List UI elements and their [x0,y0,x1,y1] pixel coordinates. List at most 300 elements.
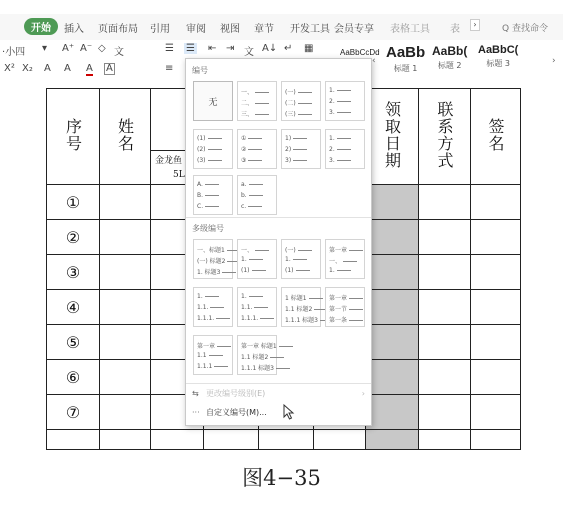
table-cell[interactable] [471,430,521,450]
preview-text-line [216,318,230,319]
numbering-dropdown [185,58,372,426]
menu-tab[interactable]: 开发工具 [290,24,330,35]
header-seq [47,89,100,185]
table-cell[interactable] [100,255,151,290]
table-cell[interactable] [419,255,471,290]
numbering-preview-line [241,304,273,314]
table-cell[interactable] [471,395,521,430]
numbering-preview-label: 1.1.1. [197,315,215,322]
numbering-style-option[interactable] [281,81,321,121]
shrink-font-button[interactable]: A⁻ [80,43,93,54]
table-cell[interactable] [419,325,471,360]
preview-text-line [217,346,231,347]
numbering-preview-line [285,98,317,108]
numbering-preview-line [197,267,229,277]
preview-text-line [249,259,263,260]
custom-numbering-label: 自定义编号(M)... [206,407,267,417]
numbering-preview-label: 3. [329,109,335,116]
numbering-preview-line [197,181,229,191]
numbering-preview-line [197,304,229,314]
preview-text-line [279,346,293,347]
numbering-preview-line [241,109,273,119]
font-size-arrow-icon[interactable]: ▾ [42,43,48,54]
numbering-preview-label: C. [197,203,204,210]
numbering-preview-label: 1.1. [241,304,253,311]
preview-text-line [252,270,266,271]
numbering-preview-label: A. [197,181,203,188]
preview-text-line [349,320,363,321]
preview-text-line [222,272,236,273]
row-number-cell[interactable]: ① [47,185,100,220]
style-caption: 标题 1 [393,64,418,73]
header-signature [471,89,521,185]
numbering-preview-label: 2. [329,146,335,153]
row-number-cell[interactable]: ⑥ [47,360,100,395]
figure-caption: 图4−35 [242,466,321,490]
preview-text-line [298,114,312,115]
table-cell[interactable] [204,430,259,450]
numbering-preview-line [329,109,361,119]
numbering-preview-line [285,109,317,119]
numbering-preview-line [241,256,273,266]
preview-text-line [337,138,351,139]
numbering-preview-label: (一) 标题2 [197,258,226,265]
char-border-button[interactable]: A [106,63,113,74]
table-cell[interactable] [100,290,151,325]
numbering-preview-label: 第一章 [197,343,216,350]
menu-tab[interactable]: 视图 [220,24,240,35]
numbering-preview-line [241,341,277,351]
align-center-button[interactable]: ≡ [165,63,174,74]
table-cell[interactable] [471,325,521,360]
preview-text-line [260,318,274,319]
preview-text-line [255,114,269,115]
numbering-preview-label: (三) [285,111,296,118]
preview-text-line [337,101,351,102]
numbering-preview-label: 1. 标题3 [197,269,221,276]
preview-text-line [208,149,222,150]
numbering-preview-label: (2) [197,146,206,153]
numbering-preview-label: (一) [285,247,296,254]
multilevel-style-option[interactable] [237,335,277,375]
header-seq-text: 序号 [63,117,83,152]
numbering-preview-label: c. [241,203,247,210]
numbering-preview-label: (一) [285,89,296,96]
preview-text-line [205,206,219,207]
font-size-select[interactable]: ·小四 [2,47,26,58]
preview-text-line [249,195,263,196]
change-level-menu-item[interactable] [186,384,371,402]
numbering-preview-label: 1.1.1. [241,315,259,322]
table-cell[interactable] [259,430,314,450]
header-name [100,89,151,185]
menu-tab[interactable]: 审阅 [186,24,206,35]
numbering-preview-line [329,315,361,325]
multilevel-style-option[interactable] [193,239,233,279]
multilevel-style-option[interactable] [237,239,277,279]
numbering-preview-label: 1.1.1 [197,363,213,370]
numbering-preview-line [241,363,273,373]
menu-tab[interactable]: 开始 [24,18,58,35]
numbering-preview-line [197,146,229,156]
numbering-preview-line [329,304,361,314]
preview-text-line [293,149,307,150]
style-caption: 标题 3 [486,59,510,68]
numbering-preview-line [241,192,273,202]
numbering-preview-line [197,135,229,145]
table-cell[interactable] [366,395,419,430]
preview-text-line [248,206,262,207]
preview-text-line [208,138,222,139]
numbering-style-option[interactable] [237,81,277,121]
preview-text-line [248,160,262,161]
numbering-preview-line [197,293,229,303]
numbering-preview-label: ③ [241,157,247,164]
style-preview-text: AaBbC( [478,44,519,56]
text-effect-button[interactable]: A [44,63,51,74]
table-cell[interactable] [471,290,521,325]
font-size-value: 小四 [5,47,26,58]
numbering-style-option[interactable] [237,175,277,215]
numbering-preview-line [197,157,229,167]
table-cell[interactable] [419,360,471,395]
numbering-preview-line [197,256,229,266]
change-level-icon: ⇆ [192,388,199,398]
numbering-preview-line [329,245,361,255]
numbering-preview-line [285,293,317,303]
numbering-preview-line [241,87,273,97]
numbering-preview-line [197,363,229,373]
table-grid-button[interactable]: ▦ [304,43,314,54]
numbering-preview-line [241,352,273,362]
table-cell[interactable] [471,185,521,220]
preview-text-line [248,149,262,150]
numbering-preview-label: (3) [197,157,206,164]
preview-text-line [298,103,312,104]
clear-format-icon[interactable]: ◇ [98,43,106,54]
numbering-preview-line [285,135,317,145]
table-cell[interactable] [471,360,521,395]
numbering-preview-label: 2. [329,98,335,105]
menu-tab[interactable]: 表 [450,24,460,35]
phonetic-guide-button[interactable]: 文 [114,47,124,58]
preview-text-line [248,138,262,139]
preview-text-line [337,149,351,150]
numbering-preview-label: 一、标题1 [197,247,225,254]
preview-text-line [255,103,269,104]
preview-text-line [205,184,219,185]
numbering-preview-label: 一、 [329,258,342,265]
table-cell[interactable] [100,360,151,395]
numbering-preview-line [329,267,361,277]
numbering-preview-label: 1.1 标题2 [241,354,269,361]
sub-header-brand: 金龙鱼 [155,155,183,166]
numbering-preview-line [329,135,361,145]
multilevel-style-option[interactable] [281,239,321,279]
numbering-preview-label: 1.1 标题2 [285,306,313,313]
numbering-style-option[interactable] [281,129,321,169]
numbering-style-option[interactable] [193,129,233,169]
table-cell[interactable] [419,290,471,325]
table-cell[interactable] [419,220,471,255]
numbering-preview-label: (二) [285,100,296,107]
numbering-preview-line [285,315,317,325]
numbering-preview-label: 二、 [241,100,254,107]
section-title-multilevel: 多级编号 [192,224,224,233]
numbering-button[interactable]: ☰ [186,43,195,54]
numbering-preview-line [285,304,317,314]
menu-tab[interactable]: 章节 [254,24,274,35]
multilevel-style-option[interactable] [281,287,321,327]
section-title-numbering: 编号 [192,66,208,75]
numbering-preview-line [197,245,229,255]
numbering-preview-line [329,256,361,266]
preview-text-line [254,307,268,308]
tab-scroll-arrow-icon[interactable]: › [470,19,480,31]
table-cell[interactable] [471,220,521,255]
preview-text-line [349,250,363,251]
menu-tab-bar [0,14,563,40]
table-cell[interactable] [419,185,471,220]
numbering-style-option[interactable] [193,175,233,215]
table-cell[interactable] [100,430,151,450]
font-color-button[interactable]: A [86,63,93,74]
numbering-preview-label: 1 标题1 [285,295,307,302]
numbering-preview-label: 3. [329,157,335,164]
menu-tab[interactable]: 页面布局 [98,24,138,35]
submenu-arrow-icon: › [361,388,365,398]
preview-text-line [337,270,351,271]
increase-indent-button[interactable]: ⇥ [226,43,235,54]
numbering-preview-label: 1. [241,256,247,263]
table-cell[interactable] [100,395,151,430]
chinese-layout-button[interactable]: 文 [244,47,254,58]
table-cell[interactable] [151,430,204,450]
table-cell[interactable] [314,430,366,450]
numbering-preview-label: 3) [285,157,292,164]
numbering-preview-label: (1) [197,135,206,142]
preview-text-line [249,296,263,297]
preview-text-line [349,298,363,299]
table-row [47,430,521,450]
style-preview-text: AaBb [386,44,426,61]
header-receive-date [366,89,419,185]
preview-text-line [337,160,351,161]
preview-text-line [343,261,357,262]
numbering-preview-label: 1. [329,267,335,274]
preview-text-line [293,259,307,260]
numbering-preview-line [241,245,273,255]
numbering-preview-label: 1.1.1 标题3 [241,365,274,372]
header-signature-text: 签名 [486,117,505,152]
numbering-preview-label: 第一条 [329,317,348,324]
multilevel-style-option[interactable] [193,287,233,327]
grow-font-button[interactable]: A⁺ [62,43,75,54]
numbering-preview-label: b. [241,192,247,199]
numbering-preview-label: 第一章 [329,295,348,302]
numbering-preview-label: 第一节 [329,306,348,313]
numbering-preview-line [241,315,273,325]
superscript-button[interactable]: X² [4,63,15,74]
numbering-preview-line [285,146,317,156]
decrease-indent-button[interactable]: ⇤ [208,43,217,54]
header-name-text: 姓名 [115,117,135,152]
menu-tab[interactable]: 表格工具 [390,24,430,35]
header-receive-date-text: 领取日期 [382,100,402,169]
preview-text-line [276,368,290,369]
row-number-cell[interactable]: ⑤ [47,325,100,360]
numbering-preview-line [241,98,273,108]
numbering-preview-label: 2) [285,146,292,153]
numbering-preview-label: 1.1 [197,352,207,359]
numbering-preview-label: ① [241,135,247,142]
table-cell[interactable] [419,395,471,430]
numbering-preview-line [197,352,229,362]
preview-text-line [249,184,263,185]
numbering-preview-line [197,315,229,325]
preview-text-line [205,195,219,196]
numbering-preview-label: 三、 [241,111,254,118]
numbering-style-option[interactable] [325,129,365,169]
mouse-cursor-icon [283,404,295,420]
preview-text-line [270,357,284,358]
preview-text-line [296,270,310,271]
sort-button[interactable]: A↓ [262,43,278,54]
row-number-cell[interactable]: ④ [47,290,100,325]
sub-header-spec: 5L [173,169,185,180]
preview-text-line [298,250,312,251]
row-number-cell[interactable]: ⑦ [47,395,100,430]
style-preview-text: AaBbCcDd [340,48,380,57]
preview-text-line [210,307,224,308]
menu-tab[interactable]: 会员专享 [334,24,374,35]
numbering-style-option[interactable] [325,81,365,121]
numbering-preview-label: 1) [285,135,292,142]
numbering-preview-label: 1. [329,87,335,94]
numbering-preview-line [197,192,229,202]
table-cell[interactable] [471,255,521,290]
numbering-preview-line [285,87,317,97]
numbering-none-option[interactable]: 无 [193,81,233,121]
row-number-cell[interactable]: ③ [47,255,100,290]
numbering-preview-line [241,267,273,277]
numbering-preview-label: 第一章 [329,247,348,254]
numbering-preview-label: 1. [197,293,203,300]
preview-text-line [214,366,228,367]
numbering-preview-label: 一、 [241,247,254,254]
header-contact [419,89,471,185]
numbering-preview-label: (1) [241,267,250,274]
table-cell[interactable] [366,185,419,220]
numbering-preview-label: 1. [329,135,335,142]
table-cell[interactable] [100,185,151,220]
preview-text-line [293,160,307,161]
numbering-preview-line [197,203,229,213]
numbering-preview-label: 一、 [241,89,254,96]
preview-text-line [349,309,363,310]
table-cell[interactable] [100,325,151,360]
preview-text-line [337,90,351,91]
numbering-preview-line [241,293,273,303]
preview-text-line [337,112,351,113]
preview-text-line [293,138,307,139]
numbering-preview-line [329,87,361,97]
table-cell[interactable] [419,430,471,450]
numbering-preview-line [241,203,273,213]
numbering-preview-line [329,98,361,108]
table-cell[interactable] [366,220,419,255]
dropdown-separator [186,217,371,218]
numbering-preview-line [329,293,361,303]
numbering-preview-line [197,341,229,351]
table-cell[interactable] [100,220,151,255]
preview-text-line [255,92,269,93]
custom-numbering-menu-item[interactable] [186,403,371,421]
multilevel-style-option[interactable] [237,287,277,327]
numbering-preview-line [285,256,317,266]
preview-text-line [309,298,323,299]
style-preview-text: AaBb( [432,44,468,58]
numbering-preview-label: (1) [285,267,294,274]
search-command-input[interactable]: Q 查找命令 [502,24,548,34]
numbering-preview-line [329,157,361,167]
style-caption: 标题 2 [437,61,462,70]
preview-text-line [298,92,312,93]
gallery-scroll-right-icon[interactable]: › [552,56,556,66]
row-number-cell[interactable]: ② [47,220,100,255]
numbering-preview-line [285,157,317,167]
change-level-label: 更改编号级别(E) [206,388,266,398]
numbering-preview-label: a. [241,181,247,188]
highlight-button[interactable]: A [64,63,71,74]
preview-text-line [205,296,219,297]
preview-text-line [208,160,222,161]
numbering-preview-label: 1. [285,256,291,263]
table-cell[interactable] [366,325,419,360]
numbering-preview-line [285,267,317,277]
header-contact-text: 联系方式 [435,100,454,169]
numbering-style-option[interactable] [237,129,277,169]
preview-text-line [209,355,223,356]
numbering-preview-line [241,135,273,145]
menu-tab[interactable]: 引用 [150,24,170,35]
numbering-preview-line [285,245,317,255]
table-cell[interactable] [366,360,419,395]
numbering-preview-line [241,181,273,191]
numbering-preview-label: 1.1.1 标题3 [285,317,318,324]
numbering-preview-label: B. [197,192,204,199]
numbering-preview-label: 1. [241,293,247,300]
multilevel-style-option[interactable] [325,287,365,327]
numbering-preview-line [241,146,273,156]
show-marks-button[interactable]: ↵ [284,43,293,54]
multilevel-style-option[interactable] [193,335,233,375]
table-cell[interactable] [366,255,419,290]
table-cell[interactable] [366,290,419,325]
table-cell[interactable] [47,430,100,450]
numbering-preview-line [241,157,273,167]
table-cell[interactable] [366,430,419,450]
bullets-button[interactable]: ☰ [165,43,174,54]
multilevel-style-option[interactable] [325,239,365,279]
subscript-button[interactable]: X₂ [22,63,33,74]
numbering-preview-line [329,146,361,156]
numbering-preview-label: 1.1. [197,304,209,311]
numbering-preview-label: ② [241,146,247,153]
gallery-scroll-left-icon[interactable]: ‹ [372,56,376,66]
preview-text-line [255,250,269,251]
menu-tab[interactable]: 插入 [64,24,84,35]
